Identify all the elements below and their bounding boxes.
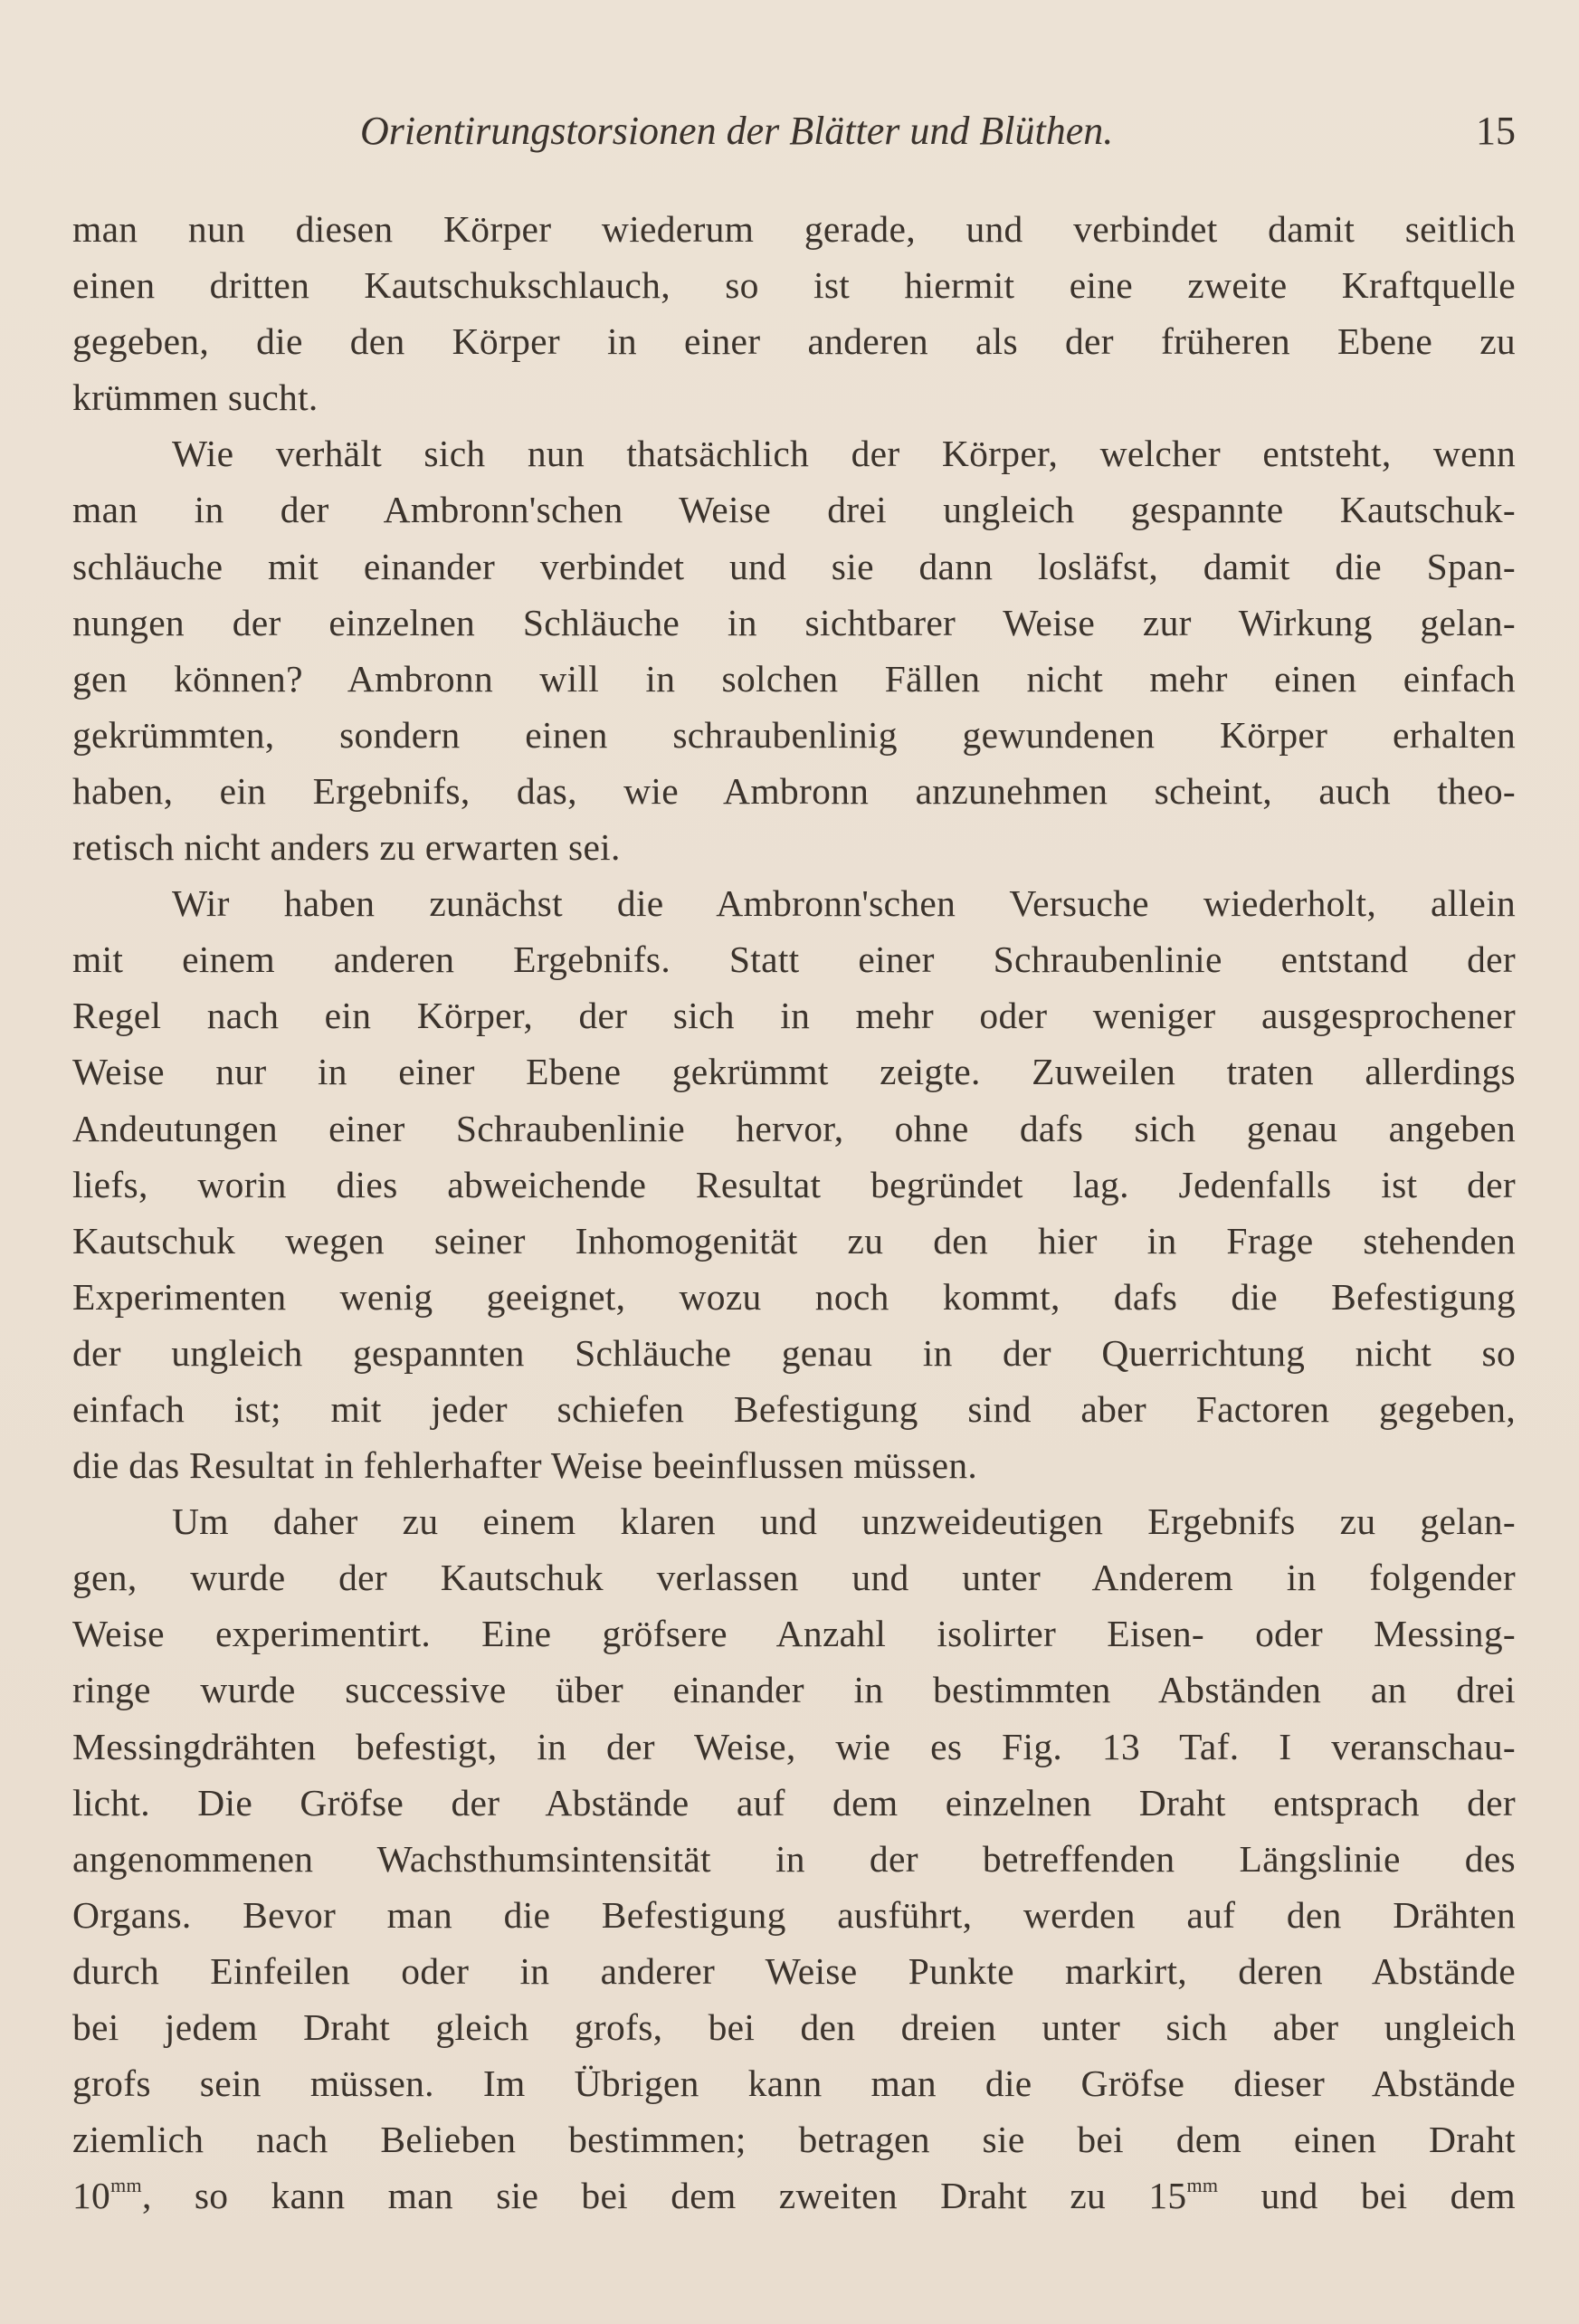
text-line: gen, wurde der Kautschuk verlassen und unter Anderem in folgender <box>72 1557 1516 1599</box>
text-line: haben, ein Ergebnifs, das, wie Ambronn anzunehmen scheint, auch theo- <box>72 769 1516 812</box>
text-line: liefs, worin dies abweichende Resultat begründet lag. Jedenfalls ist der <box>72 1163 1516 1205</box>
text-line: ringe wurde successive über einander in bestimmten Abständen an drei <box>72 1669 1516 1711</box>
running-title: Orientirungstorsionen der Blätter und Blüthen. <box>360 109 1114 153</box>
measurement-value: 10 <box>72 2175 111 2217</box>
text-line: Regel nach ein Körper, der sich in mehr oder weniger ausgesprochener <box>72 995 1516 1037</box>
text-line: grofs sein müssen. Im Übrigen kann man die Gröfse dieser Abstände <box>72 2062 1516 2105</box>
paragraph <box>72 875 1516 1493</box>
body-text <box>72 201 1516 2224</box>
text-line: die das Resultat in fehlerhafter Weise beeinflussen müssen. <box>72 1444 978 1487</box>
text-line: ziemlich nach Belieben bestimmen; betragen sie bei dem einen Draht <box>72 2119 1516 2161</box>
text-line: der ungleich gespannten Schläuche genau in der Querrichtung nicht so <box>72 1331 1516 1374</box>
text-line: Messingdrähten befestigt, in der Weise, wie es Fig. 13 Taf. I veranschau- <box>72 1725 1516 1767</box>
text-line: nungen der einzelnen Schläuche in sichtbarer Weise zur Wirkung gelan- <box>72 601 1516 643</box>
paragraph <box>72 201 1516 425</box>
text-line: Organs. Bevor man die Befestigung ausführt, werden auf den Drähten <box>72 1893 1516 1936</box>
text-line: Wir haben zunächst die Ambronn'schen Versuche wiederholt, allein <box>172 882 1516 925</box>
text-line: gegeben, die den Körper in einer anderen als der früheren Ebene zu <box>72 320 1516 363</box>
text-line: retisch nicht anders zu erwarten sei. <box>72 826 621 869</box>
unit-superscript: mm <box>110 2174 142 2197</box>
text-line: mit einem anderen Ergebnifs. Statt einer Schraubenlinie entstand der <box>72 938 1516 981</box>
text-line: Wie verhält sich nun thatsächlich der Körper, welcher entsteht, wenn <box>172 433 1516 475</box>
text-line: Experimenten wenig geeignet, wozu noch kommt, dafs die Befestigung <box>72 1275 1516 1318</box>
page-number: 15 <box>1476 109 1516 153</box>
text-line: Kautschuk wegen seiner Inhomogenität zu den hier in Frage stehenden <box>72 1219 1516 1262</box>
text-line: licht. Die Gröfse der Abstände auf dem einzelnen Draht entsprach der <box>72 1781 1516 1824</box>
text-fragment: und bei dem <box>1218 2175 1517 2217</box>
text-fragment: , so kann man sie bei dem zweiten Draht zu 15 <box>141 2175 1187 2217</box>
text-line: schläuche mit einander verbindet und sie dann losläfst, damit die Span- <box>72 545 1516 587</box>
text-line-with-units <box>72 2167 1516 2224</box>
text-line: Andeutungen einer Schraubenlinie hervor, ohne dafs sich genau angeben <box>72 1107 1516 1149</box>
paragraph <box>72 1493 1516 2224</box>
text-line: durch Einfeilen oder in anderer Weise Punkte markirt, deren Abstände <box>72 1949 1516 1992</box>
text-line: einen dritten Kautschukschlauch, so ist hiermit eine zweite Kraftquelle <box>72 264 1516 307</box>
unit-superscript: mm <box>1186 2174 1219 2197</box>
text-line: Weise nur in einer Ebene gekrümmt zeigte. Zuweilen traten allerdings <box>72 1051 1516 1093</box>
text-line: krümmen sucht. <box>72 376 319 419</box>
text-line: man in der Ambronn'schen Weise drei ungleich gespannte Kautschuk- <box>72 489 1516 531</box>
text-line: Um daher zu einem klaren und unzweideutigen Ergebnifs zu gelan- <box>172 1500 1516 1543</box>
text-line: bei jedem Draht gleich grofs, bei den dreien unter sich aber ungleich <box>72 2006 1516 2048</box>
page-header <box>72 104 1516 158</box>
text-line: einfach ist; mit jeder schiefen Befestigung sind aber Factoren gegeben, <box>72 1387 1516 1430</box>
text-line: gekrümmten, sondern einen schraubenlinig gewundenen Körper erhalten <box>72 713 1516 756</box>
text-line: man nun diesen Körper wiederum gerade, und verbindet damit seitlich <box>72 208 1516 250</box>
text-line: angenommenen Wachsthumsintensität in der betreffenden Längslinie des <box>72 1837 1516 1880</box>
text-line: gen können? Ambronn will in solchen Fällen nicht mehr einen einfach <box>72 657 1516 700</box>
text-line: Weise experimentirt. Eine gröfsere Anzahl isolirter Eisen- oder Messing- <box>72 1613 1516 1655</box>
paragraph <box>72 425 1516 875</box>
